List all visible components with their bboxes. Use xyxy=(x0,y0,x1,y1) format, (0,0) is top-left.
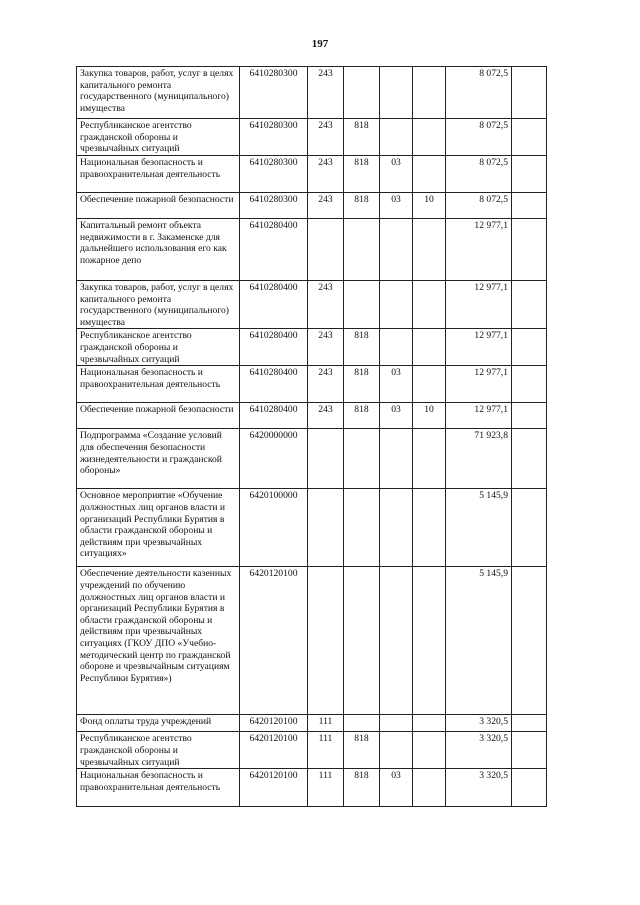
row-expense-type xyxy=(308,567,344,715)
row-subsection xyxy=(413,366,446,403)
row-agency-code xyxy=(344,219,380,281)
row-name: Национальная безопасность и правоохранительная деятельность xyxy=(77,769,240,807)
row-code: 6410280400 xyxy=(240,366,308,403)
row-section xyxy=(380,329,413,366)
page-number: 197 xyxy=(311,38,329,50)
table-row xyxy=(77,403,547,429)
row-agency-code xyxy=(344,281,380,329)
row-section xyxy=(380,219,413,281)
row-code: 6420120100 xyxy=(240,715,308,732)
row-extra-cell xyxy=(512,156,547,193)
table-row xyxy=(77,567,547,715)
row-subsection xyxy=(413,732,446,769)
table-row xyxy=(77,489,547,567)
row-subsection: 10 xyxy=(413,403,446,429)
row-extra-cell xyxy=(512,281,547,329)
row-extra-cell xyxy=(512,67,547,119)
row-name: Закупка товаров, работ, услуг в целях капитального ремонта государственного (муниципального) имущества xyxy=(77,281,240,329)
table-row xyxy=(77,119,547,156)
row-agency-code: 818 xyxy=(344,366,380,403)
row-expense-type: 243 xyxy=(308,366,344,403)
row-name: Национальная безопасность и правоохранительная деятельность xyxy=(77,156,240,193)
row-subsection xyxy=(413,769,446,807)
row-agency-code: 818 xyxy=(344,156,380,193)
row-sum: 5 145,9 xyxy=(446,567,512,715)
row-subsection xyxy=(413,156,446,193)
row-expense-type: 111 xyxy=(308,769,344,807)
row-name: Обеспечение пожарной безопасности xyxy=(77,193,240,219)
row-sum: 12 977,1 xyxy=(446,366,512,403)
table-body xyxy=(77,67,547,807)
row-agency-code: 818 xyxy=(344,193,380,219)
row-section: 03 xyxy=(380,193,413,219)
table-row xyxy=(77,156,547,193)
row-agency-code xyxy=(344,67,380,119)
row-sum: 8 072,5 xyxy=(446,193,512,219)
row-extra-cell xyxy=(512,489,547,567)
row-code: 6420120100 xyxy=(240,732,308,769)
row-subsection xyxy=(413,429,446,489)
row-code: 6410280300 xyxy=(240,156,308,193)
row-subsection xyxy=(413,715,446,732)
row-sum: 12 977,1 xyxy=(446,403,512,429)
budget-table xyxy=(76,66,547,807)
row-section: 03 xyxy=(380,403,413,429)
row-agency-code xyxy=(344,715,380,732)
row-name: Основное мероприятие «Обучение должностных лиц органов власти и организаций Республики Бурятия в области гражданской обороны и действиям при чрезвычайных ситуациях» xyxy=(77,489,240,567)
row-agency-code xyxy=(344,429,380,489)
row-code: 6410280300 xyxy=(240,67,308,119)
table-row xyxy=(77,769,547,807)
row-sum: 12 977,1 xyxy=(446,281,512,329)
table-row xyxy=(77,281,547,329)
row-extra-cell xyxy=(512,119,547,156)
row-expense-type: 243 xyxy=(308,281,344,329)
row-section: 03 xyxy=(380,366,413,403)
row-code: 6420000000 xyxy=(240,429,308,489)
row-sum: 12 977,1 xyxy=(446,219,512,281)
row-sum: 12 977,1 xyxy=(446,329,512,366)
row-name: Фонд оплаты труда учреждений xyxy=(77,715,240,732)
row-section xyxy=(380,567,413,715)
row-subsection xyxy=(413,329,446,366)
row-code: 6420120100 xyxy=(240,769,308,807)
row-agency-code: 818 xyxy=(344,769,380,807)
row-extra-cell xyxy=(512,403,547,429)
row-section xyxy=(380,732,413,769)
row-sum: 71 923,8 xyxy=(446,429,512,489)
row-section xyxy=(380,281,413,329)
row-extra-cell xyxy=(512,567,547,715)
row-name: Капитальный ремонт объекта недвижимости в г. Закаменске для дальнейшего использования его как пожарное депо xyxy=(77,219,240,281)
table-row xyxy=(77,366,547,403)
row-subsection xyxy=(413,489,446,567)
row-extra-cell xyxy=(512,366,547,403)
row-subsection xyxy=(413,567,446,715)
row-code: 6410280300 xyxy=(240,119,308,156)
row-expense-type: 243 xyxy=(308,156,344,193)
row-agency-code: 818 xyxy=(344,403,380,429)
row-subsection xyxy=(413,219,446,281)
row-section xyxy=(380,67,413,119)
table-row xyxy=(77,67,547,119)
row-section: 03 xyxy=(380,769,413,807)
row-sum: 3 320,5 xyxy=(446,732,512,769)
table-row xyxy=(77,429,547,489)
row-sum: 8 072,5 xyxy=(446,67,512,119)
row-section xyxy=(380,119,413,156)
row-section xyxy=(380,429,413,489)
row-expense-type: 243 xyxy=(308,403,344,429)
row-agency-code xyxy=(344,567,380,715)
row-expense-type: 243 xyxy=(308,329,344,366)
row-subsection xyxy=(413,281,446,329)
row-extra-cell xyxy=(512,193,547,219)
row-extra-cell xyxy=(512,769,547,807)
row-sum: 5 145,9 xyxy=(446,489,512,567)
row-sum: 3 320,5 xyxy=(446,769,512,807)
row-name: Республиканское агентство гражданской обороны и чрезвычайных ситуаций xyxy=(77,119,240,156)
row-code: 6410280400 xyxy=(240,329,308,366)
row-expense-type: 111 xyxy=(308,715,344,732)
row-expense-type: 243 xyxy=(308,67,344,119)
table-row xyxy=(77,715,547,732)
row-section: 03 xyxy=(380,156,413,193)
row-agency-code: 818 xyxy=(344,329,380,366)
row-code: 6420100000 xyxy=(240,489,308,567)
table-row xyxy=(77,219,547,281)
row-expense-type xyxy=(308,219,344,281)
row-extra-cell xyxy=(512,732,547,769)
row-agency-code: 818 xyxy=(344,732,380,769)
row-sum: 3 320,5 xyxy=(446,715,512,732)
row-name: Подпрограмма «Создание условий для обеспечения безопасности жизнедеятельности и гражданской обороны» xyxy=(77,429,240,489)
row-section xyxy=(380,489,413,567)
row-sum: 8 072,5 xyxy=(446,156,512,193)
table-row xyxy=(77,732,547,769)
row-code: 6410280400 xyxy=(240,403,308,429)
row-sum: 8 072,5 xyxy=(446,119,512,156)
table-row xyxy=(77,329,547,366)
row-agency-code: 818 xyxy=(344,119,380,156)
row-extra-cell xyxy=(512,715,547,732)
row-expense-type xyxy=(308,489,344,567)
row-subsection xyxy=(413,119,446,156)
row-name: Обеспечение деятельности казенных учреждений по обучению должностных лиц органов власти и организаций Республики Бурятия в области гражданской обороны и действиям при чрезвычайных ситуациях (ГКОУ ДПО «Учебно-методический центр по гражданской обороне и чрезвычайным ситуациям Республики Бурятия») xyxy=(77,567,240,715)
row-extra-cell xyxy=(512,429,547,489)
row-extra-cell xyxy=(512,329,547,366)
row-expense-type: 111 xyxy=(308,732,344,769)
row-extra-cell xyxy=(512,219,547,281)
row-code: 6410280400 xyxy=(240,219,308,281)
row-expense-type: 243 xyxy=(308,193,344,219)
row-code: 6420120100 xyxy=(240,567,308,715)
row-name: Республиканское агентство гражданской обороны и чрезвычайных ситуаций xyxy=(77,732,240,769)
row-expense-type xyxy=(308,429,344,489)
row-code: 6410280400 xyxy=(240,281,308,329)
row-code: 6410280300 xyxy=(240,193,308,219)
row-subsection: 10 xyxy=(413,193,446,219)
row-name: Обеспечение пожарной безопасности xyxy=(77,403,240,429)
row-subsection xyxy=(413,67,446,119)
row-section xyxy=(380,715,413,732)
row-name: Национальная безопасность и правоохранительная деятельность xyxy=(77,366,240,403)
row-name: Закупка товаров, работ, услуг в целях капитального ремонта государственного (муниципального) имущества xyxy=(77,67,240,119)
row-name: Республиканское агентство гражданской обороны и чрезвычайных ситуаций xyxy=(77,329,240,366)
row-agency-code xyxy=(344,489,380,567)
row-expense-type: 243 xyxy=(308,119,344,156)
table-row xyxy=(77,193,547,219)
